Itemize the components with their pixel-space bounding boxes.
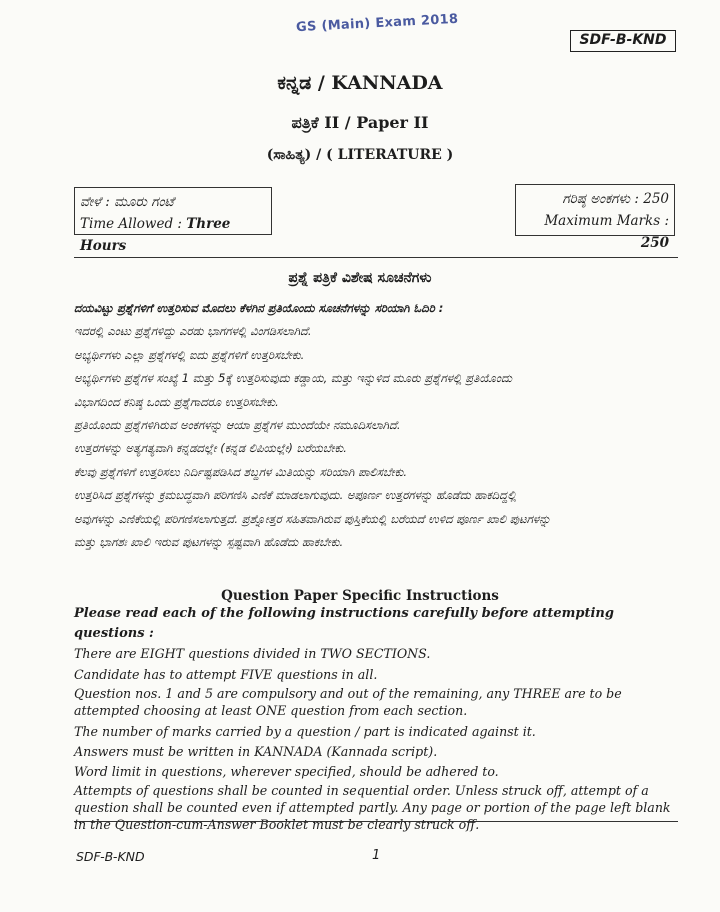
english-instructions-lead: Please read each of the following instructions carefully before attempting questions : bbox=[74, 606, 614, 642]
english-instruction: Word limit in questions, wherever specified, should be adhered to. bbox=[74, 764, 499, 780]
kannada-instructions-lead: ದಯವಿಟ್ಟು ಪ್ರಶ್ನೆಗಳಿಗೆ ಉತ್ತರಿಸುವ ಮೊದಲು ಕೆಳಗಿನ ಪ್ರತಿಯೊಂದು ಸೂಚನೆಗಳನ್ನು ಸರಿಯಾಗಿ ಓದಿರಿ : bbox=[74, 301, 444, 315]
footer-paper-code: SDF-B-KND bbox=[76, 849, 145, 864]
divider-bottom bbox=[74, 821, 678, 822]
language-title: ಕನ್ನಡ / KANNADA bbox=[277, 72, 443, 94]
max-marks-box bbox=[515, 184, 675, 251]
time-allowed-kannada: ವೇಳೆ : ಮೂರು ಗಂಟೆ bbox=[80, 194, 174, 210]
english-instruction: Attempts of questions shall be counted in sequential order. Unless struck off, attempt of a question shall be counted even if attempted partly. Any page or portion of the page left blank in the Question-cum-Answer Booklet must be clearly struck off. bbox=[74, 783, 671, 833]
kannada-instructions-heading: ಪ್ರಶ್ನೆ ಪತ್ರಿಕೆ ವಿಶೇಷ ಸೂಚನೆಗಳು bbox=[288, 270, 432, 286]
english-instructions bbox=[74, 604, 680, 836]
kannada-instruction-line: ಅವುಗಳನ್ನು ಎಣಿಕೆಯಲ್ಲಿ ಪರಿಗಣಿಸಲಾಗುತ್ತದೆ. ಪ್ರಶ್ನೋತ್ತರ ಸಹಿತವಾಗಿರುವ ಪುಸ್ತಿಕೆಯಲ್ಲಿ ಬರೆಯದೆ ಉಳಿದ ಪೂರ್ಣ ಖಾಲಿ ಪುಟಗಳನ್ನು bbox=[74, 511, 551, 526]
max-marks-english bbox=[521, 210, 669, 254]
divider-top bbox=[74, 257, 678, 258]
time-allowed-english bbox=[80, 213, 266, 257]
time-allowed-box bbox=[74, 187, 272, 254]
english-instruction: Candidate has to attempt FIVE questions in all. bbox=[74, 666, 378, 682]
kannada-instructions bbox=[74, 297, 678, 554]
time-allowed-label: Time Allowed : bbox=[80, 216, 187, 232]
paper-title: ಪತ್ರಿಕೆ II / Paper II bbox=[291, 113, 429, 132]
english-instruction: Question nos. 1 and 5 are compulsory and out of the remaining, any THREE are to be attempted choosing at least ONE question from each section. bbox=[74, 685, 622, 718]
max-marks-label: Maximum Marks : bbox=[544, 213, 669, 229]
time-allowed-value: Three Hours bbox=[80, 216, 231, 254]
kannada-instruction-line: ಕೆಲವು ಪ್ರಶ್ನೆಗಳಿಗೆ ಉತ್ತರಿಸಲು ನಿರ್ದಿಷ್ಟಪಡಿಸಿದ ಶಬ್ದಗಳ ಮಿತಿಯನ್ನು ಸರಿಯಾಗಿ ಪಾಲಿಸಬೇಕು. bbox=[74, 464, 408, 479]
english-instruction: Answers must be written in KANNADA (Kannada script). bbox=[74, 744, 438, 760]
english-instructions-heading: Question Paper Specific Instructions bbox=[221, 588, 499, 604]
english-instruction: The number of marks carried by a question / part is indicated against it. bbox=[74, 723, 536, 739]
paper-code-box: SDF-B-KND bbox=[570, 30, 676, 52]
kannada-instruction-line: ಉತ್ತರಿಸಿದ ಪ್ರಶ್ನೆಗಳನ್ನು ಕ್ರಮಬದ್ಧವಾಗಿ ಪರಿಗಣಿಸಿ ಎಣಿಕೆ ಮಾಡಲಾಗುವುದು. ಅಪೂರ್ಣ ಉತ್ತರಗಳನ್ನು ಹೊಡೆದು ಹಾಕದಿದ್ದಲ್ಲಿ bbox=[74, 488, 517, 503]
kannada-instruction-line: ಪ್ರತಿಯೊಂದು ಪ್ರಶ್ನೆಗಳಿಗಿರುವ ಅಂಕಗಳನ್ನು ಆಯಾ ಪ್ರಶ್ನೆಗಳ ಮುಂದೆಯೇ ನಮೂದಿಸಲಾಗಿದೆ. bbox=[74, 418, 401, 433]
kannada-instruction-line: ಅಭ್ಯರ್ಥಿಗಳು ಪ್ರಶ್ನೆಗಳ ಸಂಖ್ಯೆ 1 ಮತ್ತು 5ಕ್ಕೆ ಉತ್ತರಿಸುವುದು ಕಡ್ಡಾಯ, ಮತ್ತು ಇನ್ನುಳಿದ ಮೂರು ಪ್ರಶ್ನೆಗಳಲ್ಲಿ ಪ್ರತಿಯೊಂದು bbox=[74, 371, 513, 386]
kannada-instruction-line: ಮತ್ತು ಭಾಗಶಃ ಖಾಲಿ ಇರುವ ಪುಟಗಳನ್ನು ಸ್ಪಷ್ಟವಾಗಿ ಹೊಡೆದು ಹಾಕಬೇಕು. bbox=[74, 535, 344, 550]
subject-title: (ಸಾಹಿತ್ಯ) / ( LITERATURE ) bbox=[266, 147, 454, 163]
exam-stamp: GS (Main) Exam 2018 bbox=[295, 11, 459, 36]
max-marks-kannada: ಗರಿಷ್ಠ ಅಂಕಗಳು : 250 bbox=[562, 191, 669, 207]
page-number: 1 bbox=[372, 848, 381, 863]
max-marks-value: 250 bbox=[640, 235, 669, 251]
kannada-instruction-line: ವಿಭಾಗದಿಂದ ಕನಿಷ್ಠ ಒಂದು ಪ್ರಶ್ನೆಗಾದರೂ ಉತ್ತರಿಸಬೇಕು. bbox=[74, 394, 279, 409]
kannada-instruction-line: ಉತ್ತರಗಳನ್ನು ಅತ್ಯಗತ್ಯವಾಗಿ ಕನ್ನಡದಲ್ಲೇ (ಕನ್ನಡ ಲಿಪಿಯಲ್ಲೇ) ಬರೆಯಬೇಕು. bbox=[74, 441, 347, 456]
english-instruction: There are EIGHT questions divided in TWO SECTIONS. bbox=[74, 646, 431, 662]
kannada-instruction-line: ಇದರಲ್ಲಿ ಎಂಟು ಪ್ರಶ್ನೆಗಳಿದ್ದು ಎರಡು ಭಾಗಗಳಲ್ಲಿ ವಿಂಗಡಿಸಲಾಗಿದೆ. bbox=[74, 324, 312, 339]
kannada-instruction-line: ಅಭ್ಯರ್ಥಿಗಳು ಎಲ್ಲಾ ಪ್ರಶ್ನೆಗಳಲ್ಲಿ ಐದು ಪ್ರಶ್ನೆಗಳಿಗೆ ಉತ್ತರಿಸಬೇಕು. bbox=[74, 347, 305, 362]
